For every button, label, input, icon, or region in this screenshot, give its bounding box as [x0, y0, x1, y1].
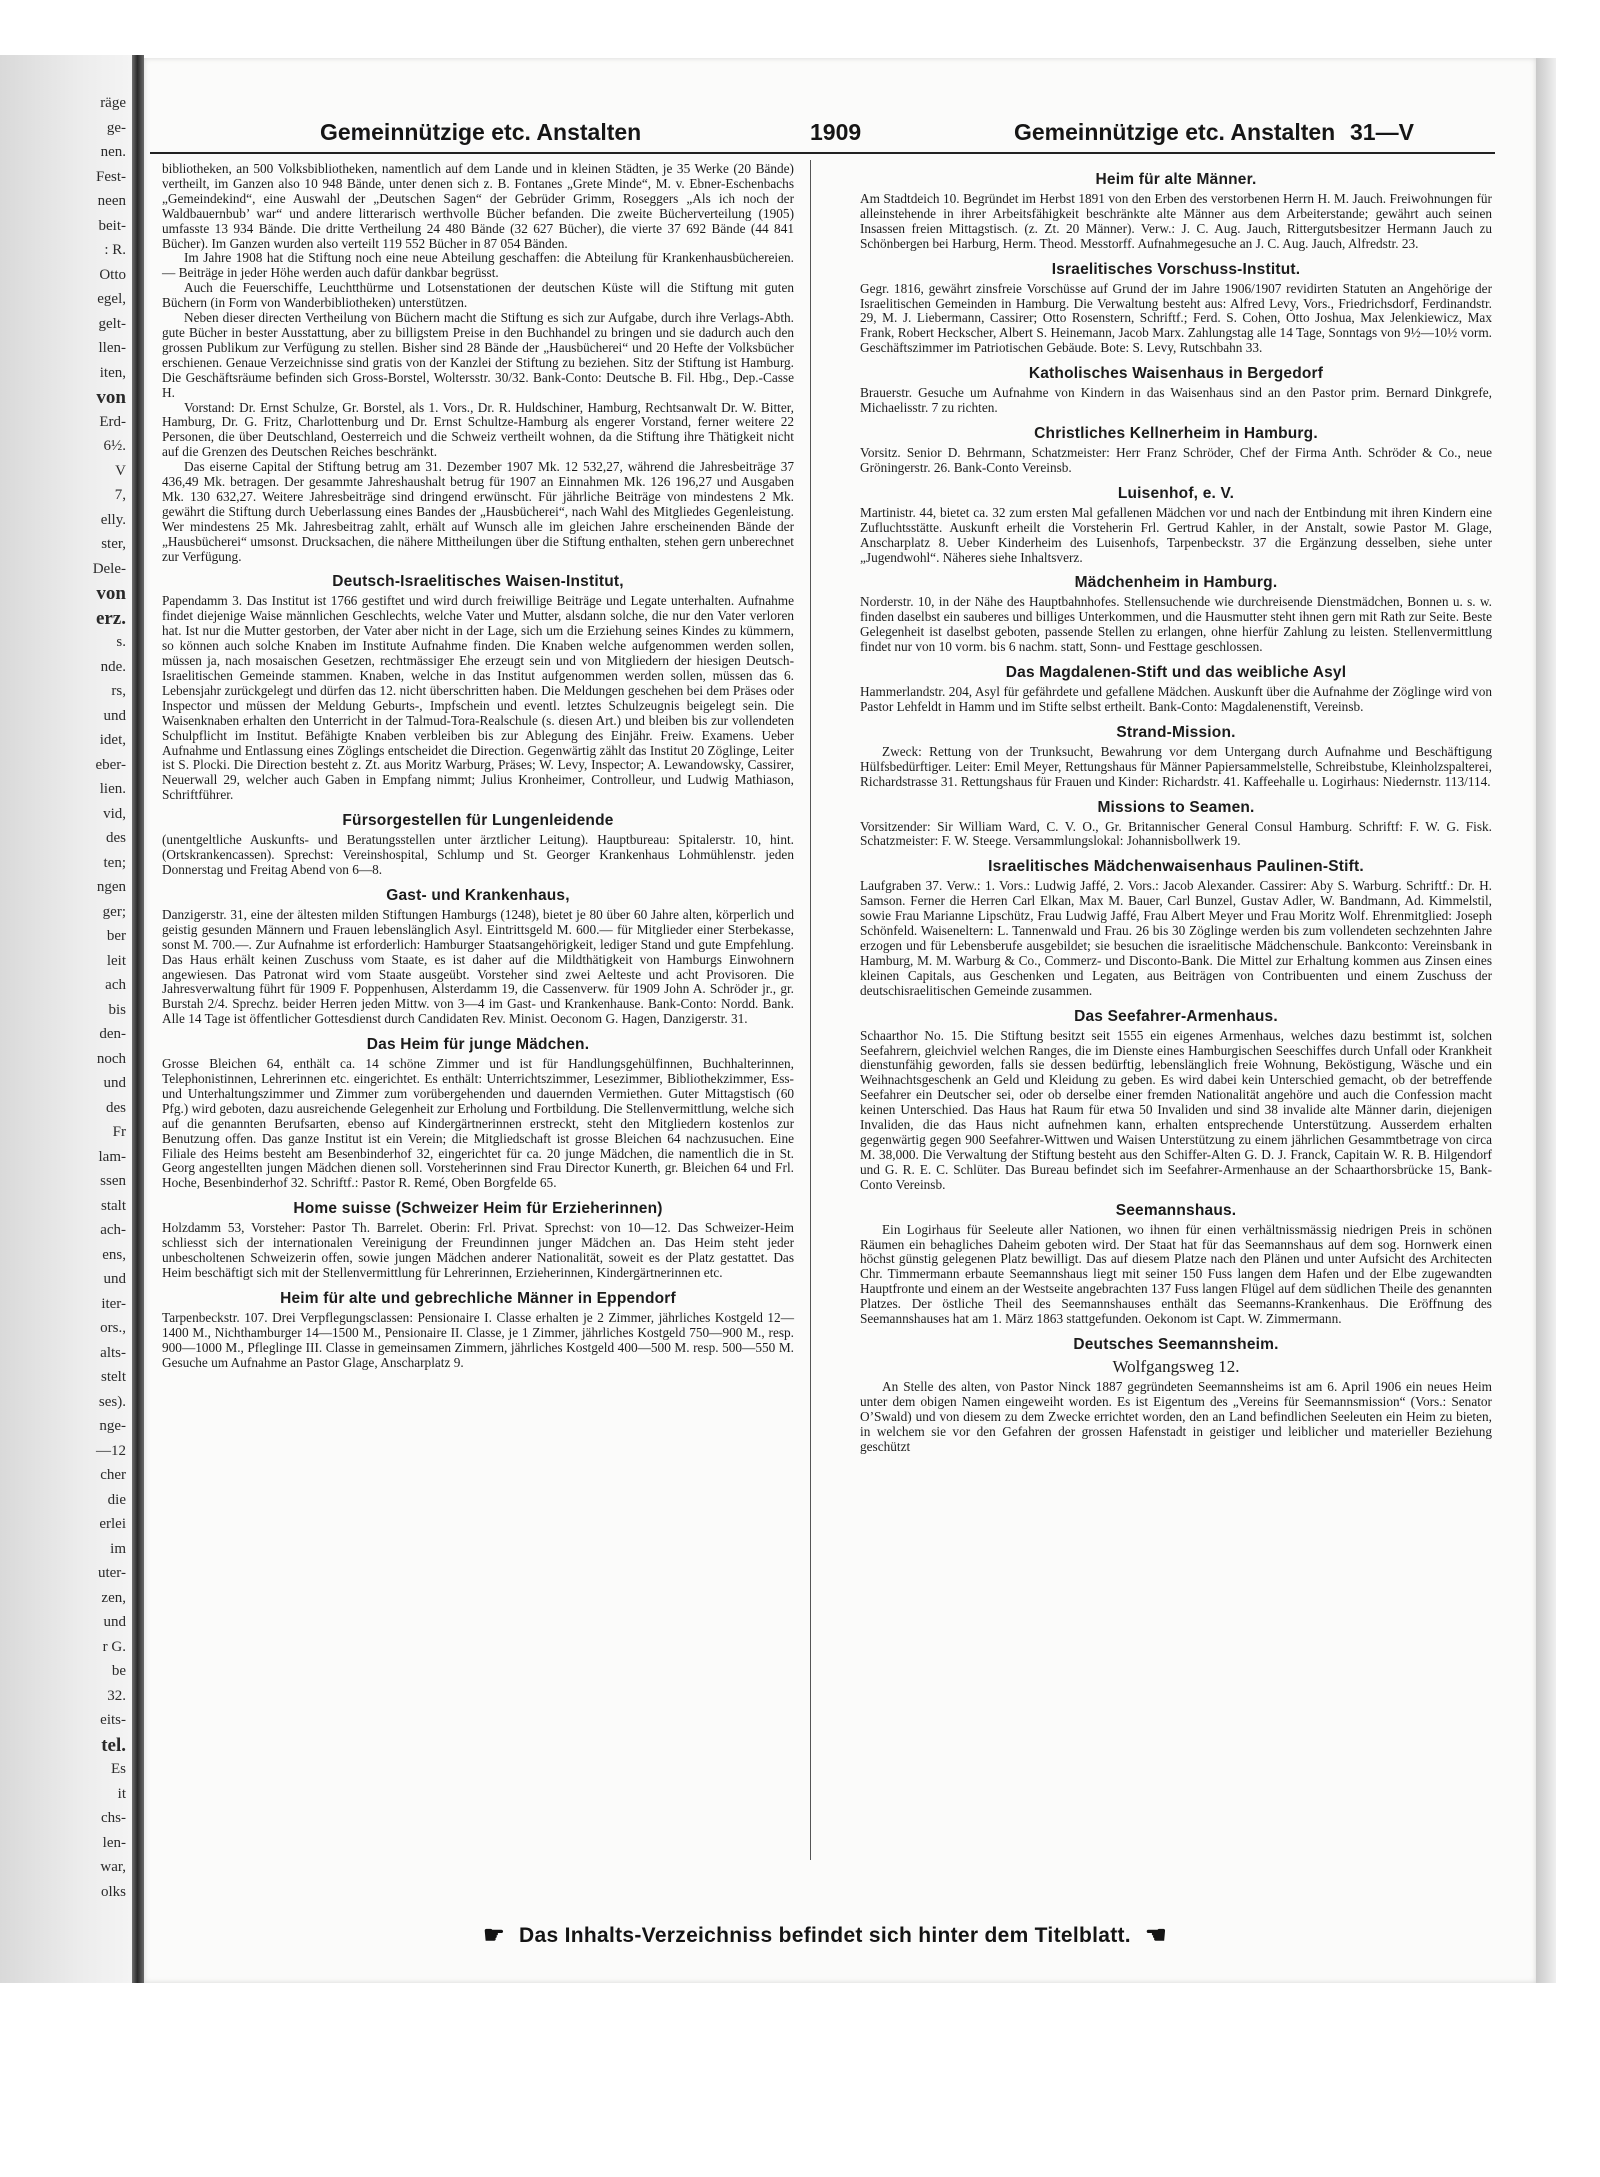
running-header	[150, 119, 1500, 149]
previous-page-fragment: Fest-	[96, 168, 126, 185]
previous-page-edge	[0, 55, 132, 1985]
entry-title: Deutsches Seemannsheim.	[1073, 1335, 1279, 1353]
entry-title: Das Heim für junge Mädchen.	[366, 1036, 590, 1054]
header-right-title: Gemeinnützige etc. Anstalten	[1014, 119, 1336, 145]
previous-page-fragment: stelt	[101, 1369, 126, 1385]
entry-title: Deutsch-Israelitisches Waisen-Institut,	[332, 573, 624, 591]
entry-title: Strand-Mission.	[1116, 723, 1236, 741]
previous-page-fragment: erz.	[95, 607, 126, 629]
entry-title: Gast- und Krankenhaus,	[386, 886, 570, 904]
previous-page-fragment: tel.	[101, 1734, 126, 1756]
entry-paragraph: Am Stadtdeich 10. Begründet im Herbst 1891 von den Erben des verstorbenen Herrn H. M. Jauch. Freiwohnungen für alleinstehende in ihrer Arbeitsfähigkeit beschränkte alte Männer aus dem Arbeiterstande; gewährt auch seinen Insassen freien Mittagstisch. (z. Zt. 20 Männer). Verw.: J. C. Aug. Jauch, Rittergutsbesitzer Hermann Jauch zu Schönbergen bei Harburg, Herm. Theod. Messtorff. Aufnahmegesuche an J. C. Aug. Jauch, Alfredstr. 23.	[860, 191, 1492, 251]
previous-page-fragment: ge-	[106, 119, 126, 136]
entry-paragraph: Auch die Feuerschiffe, Leuchtthürme und Lotsenstationen der deutschen Küste will die Stiftung mit guten Büchern (in Form von Wanderbibliotheken) unterstützen.	[162, 280, 794, 311]
entry-paragraph: Vorsitz. Senior D. Behrmann, Schatzmeister: Herr Franz Schröder, Chef der Firma Anth. Schröder & Co., neue Gröningerstr. 26. Bank-Conto Vereinsb.	[860, 444, 1492, 475]
previous-page-fragment: des	[106, 830, 126, 846]
previous-page-fragment: noch	[96, 1050, 126, 1067]
previous-page-fragment: war,	[100, 1859, 126, 1875]
previous-page-fragment: it	[117, 1785, 126, 1802]
entry-title: Katholisches Waisenhaus in Bergedorf	[1028, 365, 1324, 383]
previous-page-fragment: nde.	[100, 658, 126, 675]
previous-page-fragment: eits-	[100, 1712, 126, 1728]
previous-page-fragment: olks	[100, 1883, 126, 1900]
previous-page-fragment: ssen	[100, 1173, 126, 1189]
previous-page-fragment: Dele-	[92, 560, 126, 577]
previous-page-fragment: nen.	[100, 144, 126, 160]
entry-title: Missions to Seamen.	[1097, 798, 1255, 816]
previous-page-fragment: iten,	[99, 364, 126, 381]
previous-page-fragment: egel,	[97, 291, 126, 307]
previous-page-fragment: len-	[102, 1834, 126, 1851]
previous-page-fragment: nge-	[99, 1418, 126, 1434]
previous-page-fragment: iter-	[101, 1295, 126, 1312]
book-gutter	[132, 55, 144, 1985]
scan-margin-bottom	[0, 1983, 1600, 2177]
previous-page-fragment: 7,	[114, 487, 126, 503]
previous-page-fragment: rs,	[111, 683, 126, 699]
entry-paragraph: Ein Logirhaus für Seeleute aller Nationen, wo ihnen für einen verhältnissmässig niedrigen Preis in schönen Räumen ein behagliches Daheim geboten wird. Der Staat hat für das Seemannshaus auf dem sog. Hornwerk einen höchst günstig gelegenen Platz bewilligt. Das auf diesem Platze nach den Plänen und unter Aufsicht des Architecten Chr. Timmermann erbaute Seemannshaus liegt mit seiner 150 Fuss langen dem Hafen und der Elbe zugewandten Hauptfronte und einem an der Westseite angebrachten 137 Fuss langen Flügel auf dem südlichen Theile des genannten Platzes. Der östliche Theil des Seemannshauses enthält das Seemanns-Krankenhaus. Die Eröffnung des Seemannshauses hat am 1. März 1863 stattgefunden. Oekonom ist Capt. W. Zimmermann.	[860, 1221, 1492, 1327]
previous-page-fragment: leit	[106, 952, 126, 969]
previous-page-fragment: bis	[108, 1001, 126, 1018]
entry-paragraph: Schaarthor No. 15. Die Stiftung besitzt seit 1555 ein eigenes Armenhaus, welches dazu bestimmt ist, solchen Seefahrern, gleichviel welchen Ranges, die im Dienste eines Hamburgischen Seeschiffes durch Unfall oder Krankheit dienstunfähig geworden, falls sie dessen bedürftig, lebenslänglich freie Wohnung, Beköstigung, Wäsche und ein Weihnachtsgeschenk an Geld und Kleidung zu geben. Es wird dabei kein Unterschied gemacht, ob der betreffende Seefahrer ein Deutscher sei, oder ob derselbe einer fremden Nationalität angehöre und auch die Confession macht keinen Unterschied. Das Haus hat Raum für etwa 50 Invaliden und sind 38 invalide alte Männer darin, diejenigen Invaliden, die das Haus nicht aufnehmen kann, erhalten entsprechende Unterstützung. Ausserdem erhalten gegenwärtig gegen 900 Seefahrer-Wittwen und Waisen Unterstützung zu einem jährlichen Gesammtbetrage von circa M. 38,000. Die Verwaltung der Stiftung besteht aus den Schiffer-Alten G. D. J. Franck, Capitain W. R. B. Hilgendorf und G. R. E. C. Schlüter. Das Bureau befindet sich im Seefahrer-Armenhause an der Schaarthorsbrücke 15, Bank-Conto Vereinsb.	[860, 1027, 1492, 1192]
previous-page-fragment: 6½.	[103, 438, 126, 454]
previous-page-fragment: ach-	[100, 1222, 126, 1238]
previous-page-fragment: elly.	[100, 511, 126, 528]
entry-paragraph: An Stelle des alten, von Pastor Ninck 1887 gegründeten Seemannsheims ist am 6. April 1906 ein neues Heim unter dem obigen Namen eingeweiht worden. Es ist Eigentum des „Vereins für Seemannsmission“ (Vors.: Senator O’Swald) und von diesem zu dem Zwecke errichtet worden, den an Land befindlichen Seeleuten ein Heim zu bieten, in welchem sie vor den Gefahren der grossen Hafenstadt in geistiger und leiblicher und materieller Beziehung geschützt	[860, 1378, 1492, 1454]
pointing-hand-left-icon: ☚	[1145, 1922, 1167, 1950]
previous-page-fragment: ors.,	[100, 1320, 126, 1336]
previous-page-fragment: und	[103, 1271, 126, 1287]
entry-paragraph: Danzigerstr. 31, eine der ältesten milden Stiftungen Hamburgs (1248), bietet je 80 über 60 Jahre alten, körperlich und geistig gesunden Männern und Frauen lebenslänglich Asyl. Eintrittsgeld M. 600.— für Mitglieder einer Sterbekasse, sonst M. 700.—. Zur Aufnahme ist erforderlich: Hamburger Staatsangehörigkeit, lediger Stand und gute Empfehlung. Das Haus erhält keinen Zuschuss vom Staate, es ist daher auf die Mildthätigkeit von Hamburgs Einwohnern angewiesen. Das Patronat wird vom Staate ausgeübt. Vorsteher sind zwei Aelteste und acht Provisoren. Die Jahresverwaltung führt für 1909 F. Poppenhusen, Alsterdamm 19, die Cassenverw. für 1909 John A. Schröder jr., gr. Burstah 2/4. Sprechz. beider Herren jeden Mittw. von 3—4 im Gast- und Krankenhause. Bank-Conto: Nordd. Bank. Alle 14 Tage ist öffentlicher Gottesdienst durch Candidaten Rev. Minist. Oeconom G. Hagen, Danzigerstr. 31.	[162, 906, 794, 1027]
previous-page-fragment: chs-	[101, 1810, 126, 1826]
entry-title: Luisenhof, e. V.	[1117, 484, 1235, 502]
previous-page-fragment: im	[110, 1540, 126, 1557]
previous-page-fragment: idet,	[99, 732, 126, 748]
entry-paragraph: Laufgraben 37. Verw.: 1. Vors.: Ludwig Jaffé, 2. Vors.: Jacob Alexander. Cassirer: Aby S. Warburg. Schriftf.: Dr. H. Samson. Ferner die Herren Carl Elkan, Max M. Bauer, Carl Bunzel, Gustav Adler, W. Bandmann, Ad. Kimmelstil, sowie Frau Marianne Lipschütz, Frau Ludwig Jaffé, Frau Albert Meyer und Frau Moritz Wolf. Ehrenmitglied: Joseph Schönfeld. Waiseneltern: L. Tannenwald und Frau. 26 bis 30 Zöglinge werden bis zum vollendeten sechzehnten Jahre erzogen und für Lebensberufe ausgebildet; sie besuchen die israelitische Mädchenschule. Bankconto: Vereinsbank in Hamburg, M. M. Warburg & Co., Commerz- und Disconto-Bank. Die Mittel zur Erhaltung kommen aus Zinsen eines kleinen Capitals, aus Geschenken und Legaten, aus Beiträgen von Contribuenten und einem Zuschuss der deutschisraelitischen Gemeinde zusammen.	[860, 878, 1492, 998]
previous-page-fragment: ach	[105, 977, 126, 993]
entry-title: Israelitisches Mädchenwaisenhaus Paulinen-Stift.	[988, 858, 1364, 876]
previous-page-fragment: die	[107, 1491, 126, 1508]
entry-title: Christliches Kellnerheim in Hamburg.	[1034, 424, 1318, 442]
previous-page-fragment: lien.	[99, 781, 126, 797]
entry-title: Das Magdalenen-Stift und das weibliche Asyl	[1005, 664, 1347, 682]
previous-page-fragment: ses).	[98, 1393, 126, 1410]
previous-page-fragment: lam-	[98, 1148, 126, 1165]
previous-page-fragment: ens,	[102, 1246, 126, 1263]
entry-paragraph: Grosse Bleichen 64, enthält ca. 14 schöne Zimmer und ist für Handlungsgehülfinnen, Buchhalterinnen, Telephonistinnen, Lehrerinnen etc. eingerichtet. Es enthält: Unterrichtszimmer, Lesezimmer, Bibliothekzimmer, Ess- und Unterhaltungszimmer und Zimmer zum vorübergehenden und dauernden Vermiethen. Guter Mittagstisch (60 Pfg.) wird geboten, dazu ausreichende Gelegenheit zur Erholung und Fortbildung. Die Stellenvermittlung, welche sich auf die genannten Berufsarten, ebenso auf Kindergärtnerinnen erstreckt, steht den Mitgliedern kostenlos zur Benutzung offen. Das ganze Institut ist ein Verein; die Mitgliedschaft ist grosse Bleichen 64 nachzusuchen. Eine Filiale des Heims besteht am Besenbinderhof 32, eingerichtet für ca. 20 junge Mädchen, die namentlich die in St. Georg angestellten jungen Mädchen dienen soll. Vorsteherinnen sind Frau Director Kunerth, gr. Bleichen 64 und Frl. Hoche, Besenbinderhof 32. Schriftf.: Pastor R. Remé, Oben Borgfelde 65.	[162, 1056, 794, 1191]
entry-paragraph: Vorsitzender: Sir William Ward, C. V. O., Gr. Britannischer General Consul Hamburg. Schriftf: F. W. G. Fisk. Schatzmeister: F. W. Steege. Versammlungslokal: Johannisbollwerk 19.	[860, 818, 1492, 849]
entry-paragraph: Zweck: Rettung von der Trunksucht, Bewahrung vor dem Untergang durch Aufnahme und Beschäftigung Hülfsbedürftiger. Leiter: Emil Meyer, Rettungshaus für Männer Papiersammelstelle, Schreibstube, Kleinholzspalterei, Richardstrasse 31. Rettungshaus für Frauen und Kinder: Richardstr. 41. Kaffeehalle u. Logirhaus: Niedernstr. 113/114.	[860, 743, 1492, 789]
entry-paragraph: (unentgeltliche Auskunfts- und Beratungsstellen unter ärztlicher Leitung). Hauptbureau: Spitalerstr. 10, hint. (Ortskrankencassen). Sprechst: Vereinshospital, Schlump und St. Georger Krankenhaus Lohmühlenstr. jeden Donnerstag und Freitag Abend von 6—8.	[162, 832, 794, 877]
entry-title: Mädchenheim in Hamburg.	[1074, 574, 1278, 592]
left-column	[162, 162, 794, 1852]
entry-title: Seemannshaus.	[1115, 1201, 1237, 1219]
previous-page-fragment: erlei	[99, 1516, 126, 1532]
previous-page-fragment: cher	[100, 1467, 126, 1483]
entry-paragraph: Neben dieser directen Vertheilung von Büchern macht die Stiftung es sich zur Aufgabe, durch ihre Verlags-Abth. gute Bücher in bester Ausstattung, aber zu billigstem Preise in den Buchhandel zu bringen und sie dadurch auch den grossen Publikum zur Verfügung zu stellen. Bisher sind 28 Bände der „Hausbücherei“ und 20 Hefte der Volksbücher erschienen. Genaue Verzeichnisse sind gratis von der Kanzlei der Stiftung zu beziehen. Sitz der Stiftung ist Hamburg. Die Geschäftsräume befinden sich Gross-Borstel, Woltersstr. 30/32. Bank-Conto: Deutsche B. Fil. Hbg., Dep.-Casse H.	[162, 310, 794, 400]
previous-page-fragment: Erd-	[99, 413, 126, 430]
entry-address: Wolfgangsweg 12.	[1112, 1356, 1240, 1376]
pointing-hand-right-icon: ☛	[483, 1922, 505, 1950]
entry-title: Heim für alte Männer.	[1095, 171, 1257, 188]
previous-page-fragment: Otto	[99, 266, 126, 283]
entry-paragraph: bibliotheken, an 500 Volksbibliotheken, namentlich auf dem Lande und in kleinen Städten, je 35 Werke (20 Bände) vertheilt, im Ganzen also 10 948 Bände, unter denen sich z. B. Fontanes „Grete Minde“, M. v. Ebner-Eschenbachs „Gemeindekind“, eine Auswahl der „Deutschen Sagen“ der Gebrüder Grimm, Roseggers „Als ich noch der Waldbauernbub’ war“ und andere litterarisch werthvolle Bücher befanden. Die zweite Bücherverteilung (1905) umfasste 13 934 Bände. Die dritte Vertheilung 24 480 Bände (32 627 Bücher), die vierte 37 692 Bände (44 841 Bücher). Im Ganzen wurden also verteilt 119 552 Bücher in 87 054 Bänden.	[162, 161, 794, 251]
previous-page-fragment: : R.	[104, 242, 126, 258]
previous-page-fragment: zen,	[101, 1589, 126, 1606]
previous-page-fragment: von	[96, 387, 126, 408]
previous-page-fragment: eber-	[95, 756, 126, 773]
column-divider	[810, 160, 811, 1860]
entry-paragraph: Gegr. 1816, gewährt zinsfreie Vorschüsse auf Grund der im Jahre 1906/1907 revidirten Statuten an Angehörige der Israelitischen Gemeinden in Hamburg. Die Verwaltung besteht aus: Alfred Levy, Vors., Friedrichsdorf, Ferdinandstr. 29, M. J. Liebermann, Cassirer; Otto Rosenstern, Schriftf.; Ferd. S. Cohen, Otto Joshua, Max Jelenkiewicz, Max Frank, Robert Heckscher, Albert S. Heinemann, Jacob Marx. Zahlungstag alle 14 Tage, Sonntags von 9½—10½ vorm. Geschäftszimmer im Patriotischen Gebäude. Bote: S. Levy, Rutschbahn 33.	[860, 280, 1492, 356]
previous-page-fragment: be	[111, 1663, 126, 1679]
previous-page-fragment: ten;	[103, 854, 126, 871]
previous-page-fragment: und	[103, 1075, 126, 1091]
previous-page-fragment: neen	[97, 193, 126, 209]
page-right-edge	[1536, 58, 1556, 1983]
entry-paragraph: Tarpenbeckstr. 107. Drei Verpflegungsclassen: Pensionaire I. Classe erhalten je 2 Zimmer, jährliches Kostgeld 12—1400 M., Nichthamburger 14—1500 M., Pensionaire II. Classe, je 1 Zimmer, jährliches Kostgeld 750—900 M., resp. 900—1000 M., Pfleglinge III. Classe in gemeinsamen Zimmern, jährliches Kostgeld 400—500 M. resp. 500—550 M. Gesuche um Aufnahme an Pastor Glage, Anscharplatz 9.	[162, 1309, 794, 1370]
entry-title: Das Seefahrer-Armenhaus.	[1074, 1007, 1278, 1025]
scan-margin-top	[0, 0, 1600, 58]
previous-page-fragment: stalt	[101, 1197, 126, 1214]
previous-page-fragment: Es	[111, 1761, 126, 1777]
entry-title: Israelitisches Vorschuss-Institut.	[1051, 260, 1301, 278]
header-year: 1909	[810, 119, 862, 145]
previous-page-fragment: —12	[96, 1442, 126, 1459]
previous-page-fragment: uter-	[97, 1565, 126, 1581]
previous-page-fragment: alts-	[100, 1344, 126, 1361]
entry-paragraph: Martinistr. 44, bietet ca. 32 zum ersten Mal gefallenen Mädchen vor und nach der Entbindung mit ihren Kindern eine Zufluchtsstätte. Auskunft erheilt die Vorsteherin Frl. Gertrud Kahler, in der Anstalt, sowie Pastor M. Glage, Anscharplatz 8. Ueber Kinderheim des Luisenhofs, Tarpenbeckstr. 37 die Ergänzung desselben, siehe unter „Jugendwohl“. Näheres siehe Inhaltsverz.	[860, 504, 1492, 565]
previous-page-fragment: und	[103, 707, 126, 724]
previous-page-fragment: vid,	[103, 805, 126, 822]
previous-page-fragment: r G.	[102, 1638, 126, 1655]
entry-title: Fürsorgestellen für Lungenleidende	[342, 812, 614, 830]
footer-notice	[150, 1920, 1500, 1952]
previous-page-fragment: V	[115, 462, 126, 479]
previous-page-fragment: ster,	[101, 536, 126, 552]
previous-page-fragment: gelt-	[98, 315, 126, 332]
previous-page-fragment: des	[106, 1099, 126, 1116]
previous-page-fragment: 32.	[107, 1687, 126, 1704]
previous-page-fragment: ger;	[102, 903, 126, 920]
footer-text: Das Inhalts-Verzeichniss befindet sich hinter dem Titelblatt.	[519, 1924, 1131, 1947]
previous-page-fragment: Fr	[112, 1124, 126, 1140]
header-left-title: Gemeinnützige etc. Anstalten	[320, 119, 642, 145]
page-number: 31—V	[1350, 119, 1414, 145]
entry-paragraph: Brauerstr. Gesuche um Aufnahme von Kindern in das Waisenhaus sind an den Pastor prim. Bernard Dinkgrefe, Michaelisstr. 7 zu richten.	[860, 385, 1492, 416]
previous-page-fragment: ber	[106, 928, 126, 944]
previous-page-fragment: llen-	[98, 340, 126, 356]
entry-paragraph: Holzdamm 53, Vorsteher: Pastor Th. Barrelet. Oberin: Frl. Privat. Sprechst: von 10—12. Das Schweizer-Heim schliesst sich der internationalen Vereinigung der Freundinnen junger Mädchen an. Das Heim steht jeder unbescholtenen Schweizerin offen, sowie jungen Mädchen anderer Nationalität, soweit es der Platz gestattet. Das Heim beschäftigt sich mit der Stellenvermittlung für Lehrerinnen, Erzieherinnen, Kindergärtnerinnen etc.	[162, 1220, 794, 1280]
header-rule	[150, 152, 1495, 154]
entry-paragraph: Norderstr. 10, in der Nähe des Hauptbahnhofes. Stellensuchende wie durchreisende Dienstmädchen, Bonnen u. s. w. finden daselbst ein sauberes und billiges Unterkommen, und die Hausmutter steht ihnen gern mit Rath zur Seite. Beste Gelegenheit ist daselbst geboten, passende Stellen zu erlangen, ohne hierfür Zahlung zu leisten. Stellenvermittlung findet nur von 10 vorm. bis 6 nachm. statt, Sonn- und Festtage geschlossen.	[860, 594, 1492, 655]
entry-paragraph: Im Jahre 1908 hat die Stiftung noch eine neue Abteilung geschaffen: die Abteilung für Krankenhausbüchereien. — Beiträge in jeder Höhe werden auch dafür dankbar begrüsst.	[162, 250, 794, 281]
entry-paragraph: Das eiserne Capital der Stiftung betrug am 31. Dezember 1907 Mk. 12 532,27, während die Jahresbeiträge 37 436,49 Mk. betragen. Der gesammte Jahreshaushalt betrug für 1907 an Einnahmen Mk. 126 196,27 und Ausgaben Mk. 130 632,27. Weitere Jahresbeiträge sind dringend erwünscht. Für jährliche Beiträge von mindestens 2 Mk. gewährt die Stiftung durch Ueberlassung eines Bandes der „Hausbücherei“, nach Wahl des Mitgliedes Gegenleistung. Wer mindestens 25 Mk. Jahresbeitrag zahlt, erhält auf Wunsch alle im gleichen Jahre erscheinenden Bände der „Hausbücherei“ umsonst. Drucksachen, die nähere Mittheilungen über die Stiftung enthalten, stehen gern unberechnet zur Verfügung.	[162, 459, 794, 564]
previous-page-fragment: räge	[100, 95, 126, 111]
previous-page-fragment: s.	[116, 634, 126, 650]
previous-page-fragment: den-	[99, 1026, 126, 1042]
previous-page-fragment: von	[96, 583, 126, 604]
entry-title: Heim für alte und gebrechliche Männer in Eppendorf	[280, 1289, 676, 1307]
previous-page-fragment: beit-	[98, 217, 126, 234]
entry-title: Home suisse (Schweizer Heim für Erzieherinnen)	[293, 1200, 663, 1218]
previous-page-fragment: ngen	[96, 879, 126, 895]
right-column	[860, 162, 1492, 1852]
entry-paragraph: Vorstand: Dr. Ernst Schulze, Gr. Borstel, als 1. Vors., Dr. R. Huldschiner, Hamburg, Rechtsanwalt Dr. W. Bitter, Hamburg, Dr. G. Fritz, Charlottenburg und Dr. Ernst Schultze-Hamburg als engerer Vorstand, ferner weitere 22 Personen, die über Deutschland, Oesterreich und die Schweiz vertheilt wohnen, da die Stiftung ihre Thätigkeit nicht auf die Grenzen des Deutschen Reiches beschränkt.	[162, 399, 794, 460]
entry-paragraph: Hammerlandstr. 204, Asyl für gefährdete und gefallene Mädchen. Auskunft über die Aufnahme der Zöglinge wird von Pastor Lehfeldt in Hamm und im Stifte selbst ertheilt. Bank-Conto: Magdalenenstift, Vereinsb.	[860, 684, 1492, 714]
entry-paragraph: Papendamm 3. Das Institut ist 1766 gestiftet und wird durch freiwillige Beiträge und Legate unterhalten. Aufnahme findet diejenige Waise männlichen Geschlechts, welche Vater und Mutter, alsdann solche, die nur den Vater verloren hat. Ist nur die Mutter gestorben, der Vater aber nicht in der Lage, sich um die Erziehung seines Kindes zu kümmern, so können auch solche Knaben im Institute Aufnahme finden. Die Knaben welche aufgenommen werden sollen, müssen ja, nach mosaischen Gesetzen, rechtmässiger Ehe erzeugt sein und von Mitgliedern der hiesigen Deutsch-Israelitischen Gemeinde stammen. Knaben, welche in das Institut aufgenommen werden sollen, müssen das 6. Lebensjahr zurückgelegt und dürfen das 12. nicht überschritten haben. Die Meldungen geschehen bei dem Präses oder Inspector und müssen der Meldung Geburts-, Impfschein und eventl. letztes Schulzeugnis beigelegt sein. Die Waisenknaben erhalten den Unterricht in der Talmud-Tora-Realschule (s. diesen Art.) und bleiben bis zur vollendeten Schulpflicht im Institut. Befähigte Knaben verbleiben bis zur Ablegung des Einjähr. Freiw. Examens. Ueber Aufnahme und Entlassung eines Zöglings entscheidet die Direction. Gegenwärtig zählt das Institut 20 Zöglinge, Leiter ist S. Plocki. Die Direction besteht z. Zt. aus Moritz Warburg, Präses; W. Levy, Inspector; A. Lewandowsky, Cassirer, Neuerwall 29, welcher auch Gaben in Empfang nimmt; Julius Kronheimer, Controlleur, und Ludwig Mathiason, Schriftführer.	[162, 593, 794, 803]
previous-page-fragment: und	[103, 1614, 126, 1630]
